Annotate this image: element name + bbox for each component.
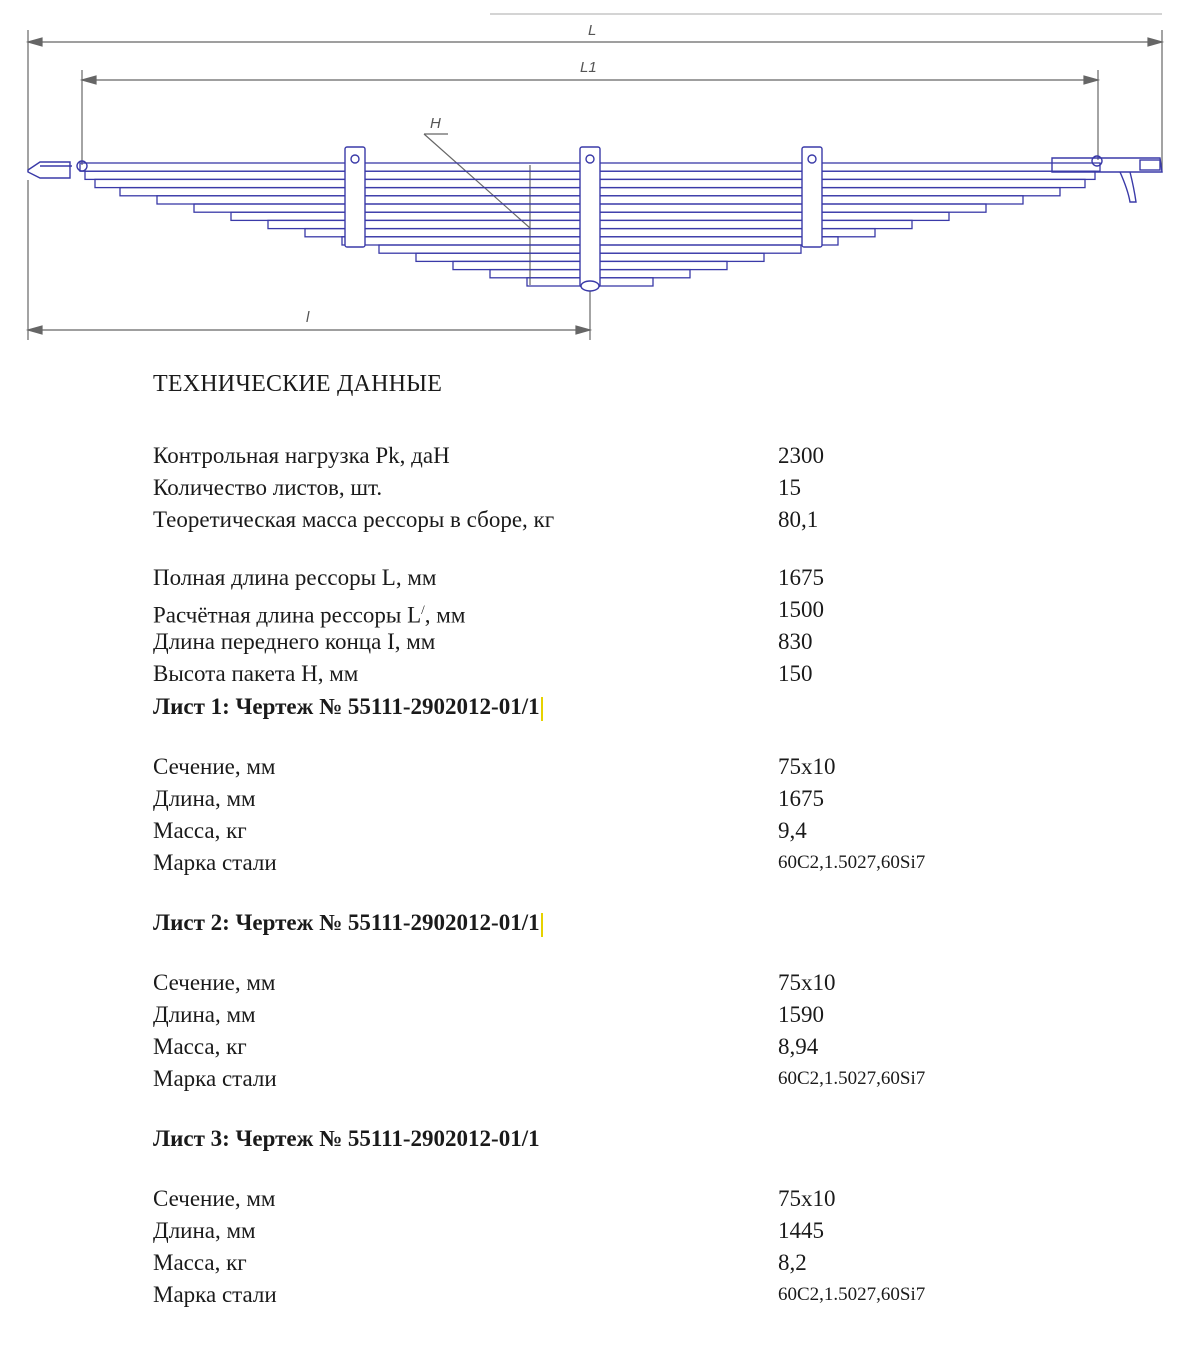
param-row-front-end [153,626,1053,658]
technical-data [153,368,1053,1311]
highlight-mark [541,913,543,937]
sheet-label: Марка стали [153,1282,277,1307]
sheet-1-length [153,783,1053,815]
sheet-2-steel [153,1063,1053,1095]
sheet-3-steel [153,1279,1053,1311]
sheet-2-mass [153,1031,1053,1063]
sheet-3-mass [153,1247,1053,1279]
param-row-leaf-count [153,472,1053,504]
sheet-value: 60С2,1.5027,60Si7 [778,1068,926,1089]
sheet-3-length [153,1215,1053,1247]
sheet-1-section [153,751,1053,783]
section-title: ТЕХНИЧЕСКИЕ ДАННЫЕ [153,371,443,397]
sheet-label: Сечение, мм [153,970,276,995]
sheet-value: 1675 [778,786,824,811]
sheet-label: Марка стали [153,850,277,875]
sheet-value: 60С2,1.5027,60Si7 [778,1284,926,1305]
sheet-2-length [153,999,1053,1031]
param-row-load [153,440,1053,472]
sheet-label: Длина, мм [153,786,256,811]
sheet-label: Масса, кг [153,1034,247,1059]
sheet-label: Сечение, мм [153,754,276,779]
sheet-value: 1590 [778,1002,824,1027]
sheet-value: 9,4 [778,818,807,843]
sheet-label: Марка стали [153,1066,277,1091]
param-value: 1500 [778,597,824,622]
param-row-full-length [153,562,1053,594]
param-value: 15 [778,475,801,500]
param-value: 830 [778,629,813,654]
param-row-height [153,658,1053,690]
dim-label-H: H [430,115,441,132]
dim-label-L1: L1 [580,59,597,76]
sheet-1-mass [153,815,1053,847]
sheet-value: 75x10 [778,1186,836,1211]
param-row-mass [153,504,1053,562]
param-value: 2300 [778,443,824,468]
sheet-label: Масса, кг [153,1250,247,1275]
param-value: 1675 [778,565,824,590]
param-label: Длина переднего конца I, мм [153,629,436,654]
sheet-label: Масса, кг [153,818,247,843]
param-label: Теоретическая масса рессоры в сборе, кг [153,507,555,532]
param-label: Контрольная нагрузка Pk, даН [153,443,450,468]
sheet-value: 75x10 [778,754,836,779]
dim-label-L: L [588,22,597,39]
sheet-label: Длина, мм [153,1002,256,1027]
param-value: 80,1 [778,507,819,532]
spring-clamps [345,147,822,291]
dim-label-l: l [306,309,310,326]
sheet-value: 8,94 [778,1034,819,1059]
sheet-label: Длина, мм [153,1218,256,1243]
sheet-value: 1445 [778,1218,824,1243]
leaf-spring-drawing [0,0,1200,350]
param-value: 150 [778,661,813,686]
sheet-3-title: Лист 3: Чертеж № 55111-2902012-01/1 [153,1126,540,1151]
sheet-3-section [153,1183,1053,1215]
sheet-2-title: Лист 2: Чертеж № 55111-2902012-01/1 [153,907,1053,939]
sheet-1-steel [153,847,1053,879]
param-label: Количество листов, шт. [153,475,383,500]
param-label: Полная длина рессоры L, мм [153,565,437,590]
sheet-value: 75x10 [778,970,836,995]
param-label: Расчётная длина рессоры L/, мм [153,602,466,628]
sheet-label: Сечение, мм [153,1186,276,1211]
sheet-1-title: Лист 1: Чертеж № 55111-2902012-01/1 [153,691,1053,723]
param-row-calc-length [153,594,1053,626]
param-label: Высота пакета H, мм [153,661,359,686]
highlight-mark [541,697,543,721]
sheet-value: 8,2 [778,1250,807,1275]
sheet-2-section [153,967,1053,999]
sheet-value: 60С2,1.5027,60Si7 [778,852,926,873]
